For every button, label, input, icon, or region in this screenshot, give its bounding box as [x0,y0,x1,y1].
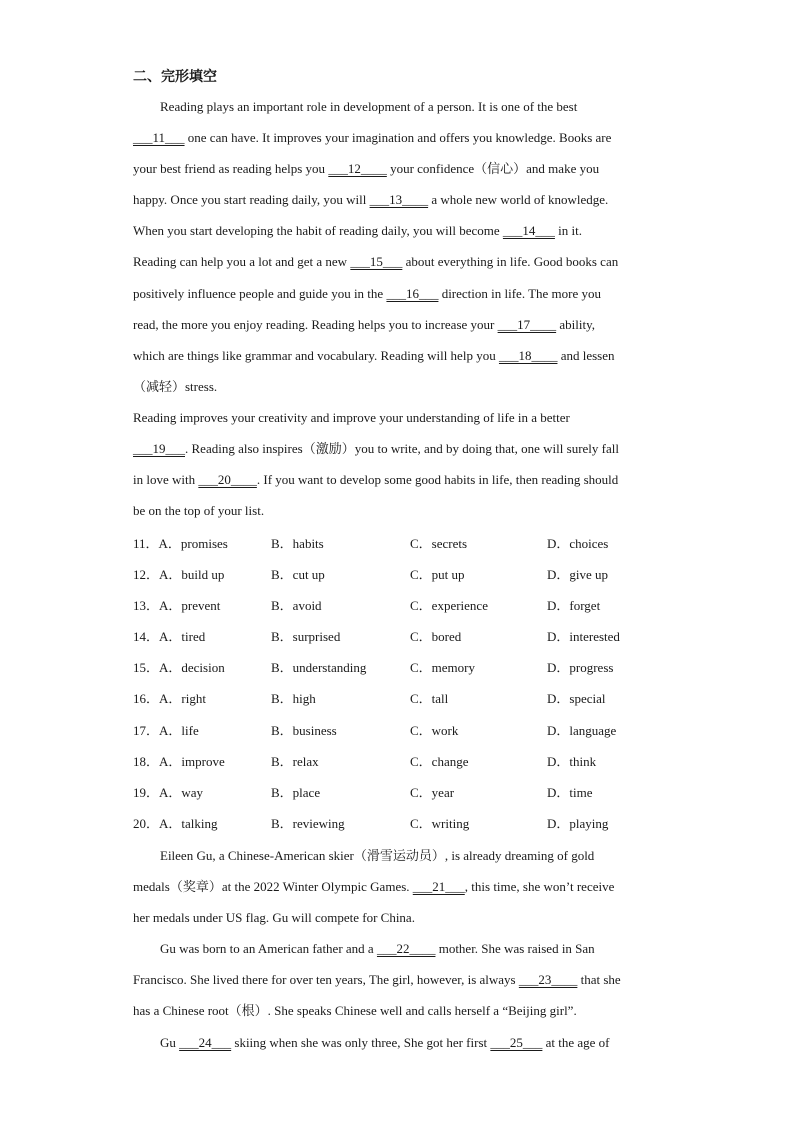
question-row [133,627,673,658]
option-d[interactable]: D．language [547,722,617,738]
passage-text: in love with [133,472,199,488]
question-row [133,534,673,565]
passage-1 [133,97,673,532]
text-line [133,1001,673,1032]
option-d[interactable]: D．choices [547,536,609,551]
text-line [133,252,673,283]
passage-text: positively influence people and guide you in the [133,285,387,301]
passage-text: Reading can help you a lot and get a new [133,254,351,270]
text-line [133,221,673,252]
text-line [133,846,673,877]
option-d[interactable]: D．special [547,691,606,707]
text-line [133,501,673,532]
option-c[interactable]: C．secrets [410,536,468,551]
answer-blank[interactable]: ___15___ [350,254,403,270]
passage-text: （减轻）stress. [133,378,218,394]
option-a[interactable]: 11．A．promises [133,536,228,551]
passage-text: her medals under US flag. Gu will compete for China. [133,910,415,926]
passage-text: and lessen [557,347,615,363]
option-c[interactable]: C．put up [410,567,465,583]
text-line [133,908,673,939]
option-c[interactable]: C．year [410,784,455,800]
option-d[interactable]: D．time [547,784,593,800]
option-d[interactable]: D．playing [547,815,609,831]
option-c[interactable]: C．bored [410,629,462,645]
option-d[interactable]: D．progress [547,660,614,676]
text-line [133,346,673,377]
answer-blank[interactable]: ___19___ [133,441,185,457]
passage-text: Gu [160,1034,180,1050]
answer-blank[interactable]: ___17____ [497,316,557,332]
passage-text: about everything in life. Good books can [402,254,619,270]
passage-text: When you start developing the habit of reading daily, you will become [133,223,503,239]
option-b[interactable]: B．cut up [271,567,325,583]
option-b[interactable]: B．business [271,722,337,738]
answer-blank[interactable]: ___12____ [328,161,387,177]
option-b[interactable]: B．relax [271,753,319,769]
answer-blank[interactable]: ___24___ [179,1034,232,1050]
passage-text: in it. [554,223,583,239]
question-row [133,814,673,845]
text-line [133,97,673,128]
option-a[interactable]: 18．A．improve [133,753,225,769]
text-line [133,190,673,221]
text-line [133,470,673,501]
answer-blank[interactable]: ___14___ [502,223,555,239]
option-b[interactable]: B．avoid [271,598,322,614]
text-line [133,439,673,470]
passage-text: be on the top of your list. [133,503,265,519]
answer-blank[interactable]: ___16___ [386,285,439,301]
option-c[interactable]: C．experience [410,598,488,614]
option-b[interactable]: B．place [271,784,321,800]
option-b[interactable]: B．reviewing [271,815,345,831]
text-line [133,939,673,970]
passage-text: one can have. It improves your imagination and offers you knowledge. Books are [184,130,612,146]
answer-blank[interactable]: ___20____ [198,472,257,488]
answer-blank[interactable]: ___23____ [518,972,578,988]
option-a[interactable]: 13．A．prevent [133,598,221,614]
passage-text: happy. Once you start reading daily, you will [133,192,370,208]
text-line [133,284,673,315]
option-c[interactable]: C．tall [410,691,449,707]
option-c[interactable]: C．change [410,753,469,769]
passage-text: has a Chinese root（根）. She speaks Chinese well and calls herself a “Beijing girl”. [133,1003,577,1019]
text-line [133,970,673,1001]
passage-text: Gu was born to an American father and a [160,941,377,957]
question-row [133,752,673,783]
option-b[interactable]: B．surprised [271,629,341,645]
question-row [133,596,673,627]
option-b[interactable]: B．understanding [271,660,367,676]
passage-text: which are things like grammar and vocabulary. Reading will help you [133,347,499,363]
passage-text: skiing when she was only three, She got her first [231,1034,491,1050]
option-a[interactable]: 19．A．way [133,784,204,800]
option-d[interactable]: D．give up [547,567,609,583]
text-line [133,877,673,908]
answer-blank[interactable]: ___25___ [490,1034,543,1050]
passage-text: mother. She was raised in San [435,941,595,957]
text-line [133,408,673,439]
text-line [133,315,673,346]
passage-text: ability, [556,316,595,332]
answer-blank[interactable]: ___21___ [412,879,465,895]
answer-blank[interactable]: ___18____ [498,347,558,363]
options-list [133,534,673,845]
passage-text: , this time, she won’t receive [464,879,615,895]
passage-text: that she [577,972,621,988]
passage-text: medals（奖章）at the 2022 Winter Olympic Games. [133,879,413,895]
option-a[interactable]: 12．A．build up [133,567,225,583]
option-c[interactable]: C．writing [410,815,470,831]
text-line [133,159,673,190]
option-a[interactable]: 15．A．decision [133,660,225,676]
option-d[interactable]: D．think [547,753,597,769]
option-d[interactable]: D．forget [547,598,601,614]
passage-text: . If you want to develop some good habits in life, then reading should [256,472,619,488]
passage-text: your best friend as reading helps you [133,161,329,177]
passage-2 [133,846,673,1064]
option-d[interactable]: D．interested [547,629,620,645]
passage-text: a whole new world of knowledge. [428,192,609,208]
text-line [133,377,673,408]
option-a[interactable]: 16．A．right [133,691,206,707]
option-c[interactable]: C．memory [410,660,475,676]
section-title: 二、完形填空 [133,69,217,85]
question-row [133,565,673,596]
answer-blank[interactable]: ___11___ [133,130,185,146]
question-row [133,658,673,689]
passage-text: Reading plays an important role in development of a person. It is one of the best [160,99,578,114]
text-line [133,128,673,159]
option-a[interactable]: 20．A．talking [133,815,218,831]
option-b[interactable]: B．habits [271,536,324,551]
passage-text: Eileen Gu, a Chinese-American skier（滑雪运动员）, is already dreaming of gold [160,848,595,863]
option-c[interactable]: C．work [410,722,459,738]
question-row [133,689,673,720]
option-b[interactable]: B．high [271,691,316,707]
question-row [133,783,673,814]
answer-blank[interactable]: ___13____ [369,192,429,208]
text-line [133,1033,673,1064]
passage-text: at the age of [542,1034,610,1050]
passage-text: Reading improves your creativity and improve your understanding of life in a better [133,409,570,425]
option-a[interactable]: 17．A．life [133,722,199,738]
passage-text: Francisco. She lived there for over ten years, The girl, however, is always [133,972,519,988]
passage-text: direction in life. The more you [438,285,602,301]
answer-blank[interactable]: ___22____ [376,941,436,957]
option-a[interactable]: 14．A．tired [133,629,206,645]
passage-text: read, the more you enjoy reading. Reading helps you to increase your [133,316,498,332]
question-row [133,721,673,752]
passage-text: your confidence（信心）and make you [386,161,600,177]
passage-text: . Reading also inspires（激励）you to write, and by doing that, one will surely fall [185,441,619,457]
